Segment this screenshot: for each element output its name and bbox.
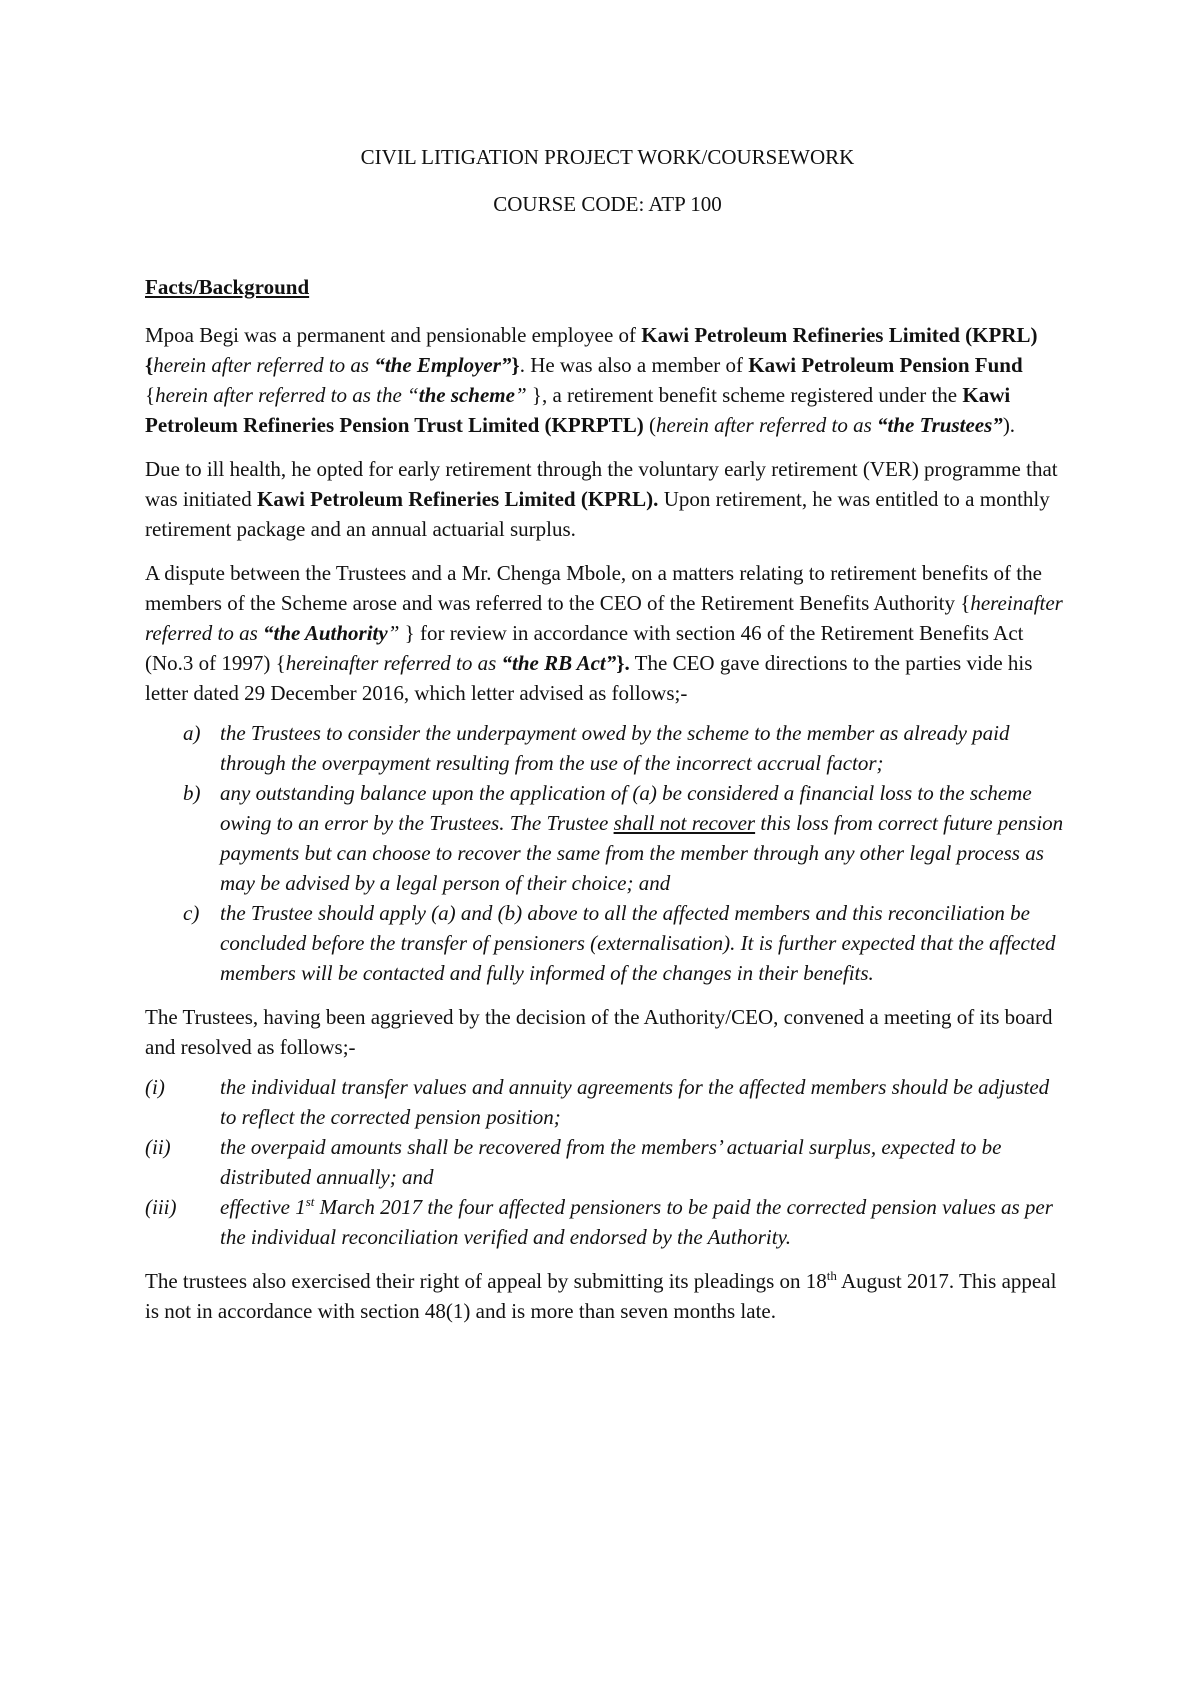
list-item (145, 1132, 1070, 1192)
course-code: COURSE CODE: ATP 100 (493, 192, 722, 216)
list-item-text: any outstanding balance upon the application of (a) be considered a financial loss to the scheme owing to an error by the Trustees. The Trustee shall not recover this loss from correct future pension payments but can choose to recover the same from the member through any other legal process as may be advised by a legal person of their choice; and (220, 781, 1064, 895)
facts-paragraph-2: Due to ill health, he opted for early retirement through the voluntary early retirement (VER) programme that was initiated Kawi Petroleum Refineries Limited (KPRL). Upon retirement, he was entitled to a monthly retirement package and an annual actuarial surplus. (145, 457, 1058, 541)
list-marker: c) (183, 901, 200, 925)
list-item (145, 1072, 1070, 1132)
facts-paragraph-4: The Trustees, having been aggrieved by the decision of the Authority/CEO, convened a meeting of its board and resolved as follows;- (145, 1005, 1053, 1059)
section-heading: Facts/Background (145, 275, 310, 299)
list-item-text: the Trustees to consider the underpayment owed by the scheme to the member as already paid through the overpayment resulting from the use of the incorrect accrual factor; (220, 721, 1010, 775)
list-item-text: effective 1st March 2017 the four affected pensioners to be paid the corrected pension values as per the individual reconciliation verified and endorsed by the Authority. (220, 1194, 1053, 1249)
list-marker: b) (183, 781, 201, 805)
document-body (145, 142, 1070, 1326)
list-marker: a) (183, 721, 201, 745)
list-marker: (i) (145, 1075, 165, 1099)
facts-paragraph-5: The trustees also exercised their right of appeal by submitting its pleadings on 18th August 2017. This appeal is not in accordance with section 48(1) and is more than seven months late. (145, 1268, 1057, 1323)
list-item-text: the overpaid amounts shall be recovered from the members’ actuarial surplus, expected to be distributed annually; and (220, 1135, 1002, 1189)
resolutions-list (145, 1072, 1070, 1252)
list-item-text: the Trustee should apply (a) and (b) above to all the affected members and this reconciliation be concluded before the transfer of pensioners (externalisation). It is further expected that the affected members will be contacted and fully informed of the changes in their benefits. (220, 901, 1056, 985)
list-item (145, 1192, 1070, 1252)
list-item (145, 898, 1070, 988)
list-marker: (iii) (145, 1195, 177, 1219)
list-marker: (ii) (145, 1135, 171, 1159)
facts-paragraph-1: Mpoa Begi was a permanent and pensionable employee of Kawi Petroleum Refineries Limited (KPRL) {herein after referred to as “the Employer”}. He was also a member of Kawi Petroleum Pension Fund {herein after referred to as the “the scheme” }, a retirement benefit scheme registered under the Kawi Petroleum Refineries Pension Trust Limited (KPRPTL) (herein after referred to as “the Trustees”). (145, 323, 1038, 437)
directions-list (145, 718, 1070, 988)
document-title: CIVIL LITIGATION PROJECT WORK/COURSEWORK (360, 145, 855, 169)
list-item (145, 718, 1070, 778)
list-item-text: the individual transfer values and annuity agreements for the affected members should be adjusted to reflect the corrected pension position; (220, 1075, 1050, 1129)
facts-paragraph-3: A dispute between the Trustees and a Mr. Chenga Mbole, on a matters relating to retirement benefits of the members of the Scheme arose and was referred to the CEO of the Retirement Benefits Authority {hereinafter referred to as “the Authority” } for review in accordance with section 46 of the Retirement Benefits Act (No.3 of 1997) {hereinafter referred to as “the RB Act”}. The CEO gave directions to the parties vide his letter dated 29 December 2016, which letter advised as follows;- (145, 561, 1063, 705)
list-item (145, 778, 1070, 898)
